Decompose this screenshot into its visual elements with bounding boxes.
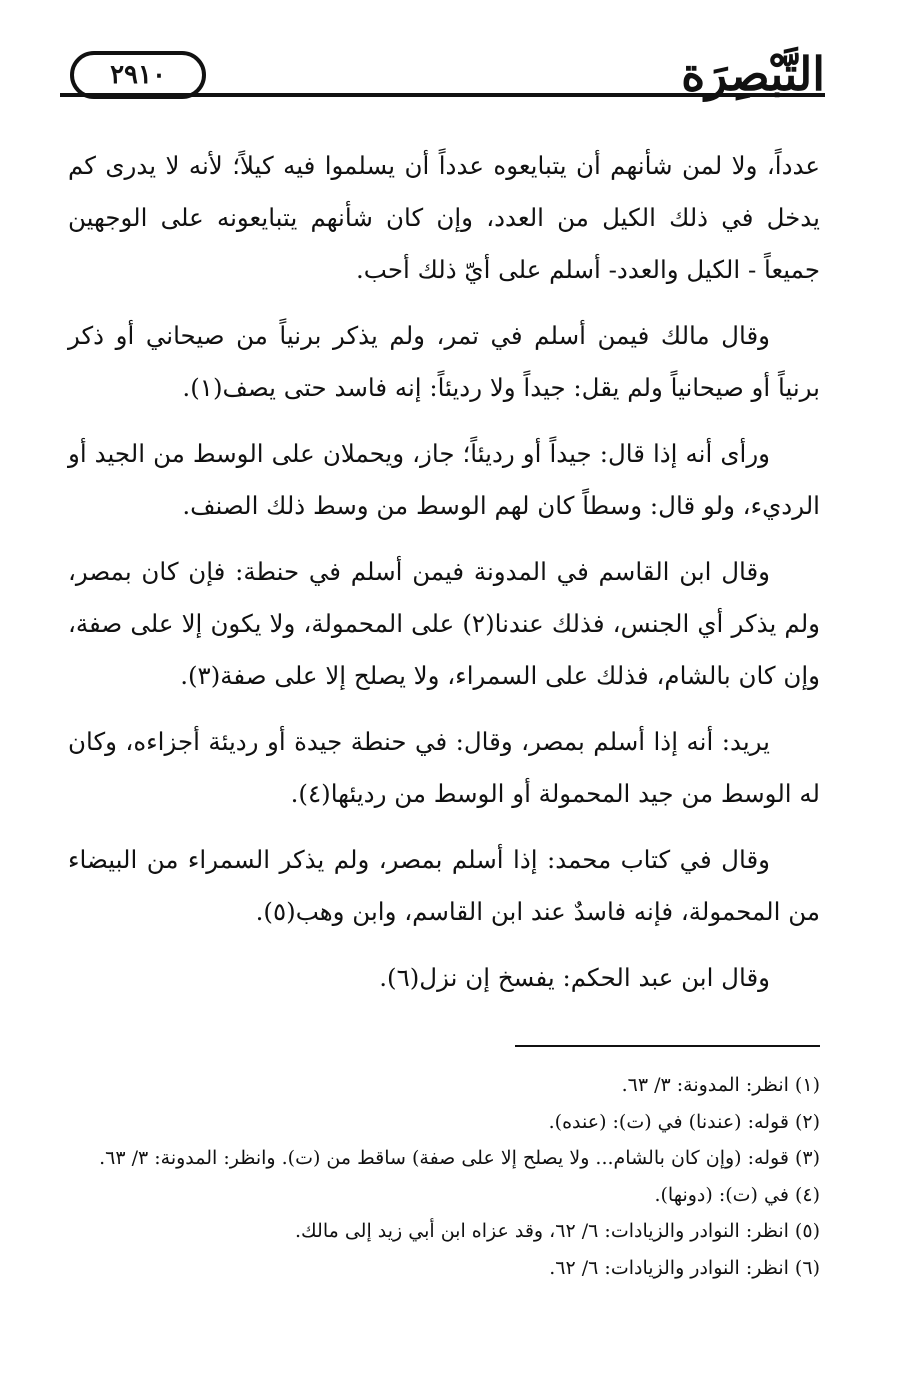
paragraph: عدداً، ولا لمن شأنهم أن يتبايعوه عدداً أن يسلموا فيه كيلاً؛ لأنه لا يدرى كم يدخل في ذلك الكيل من العدد، وإن كان شأنهم يتبايعونه على الوجهين جميعاً - الكيل والعدد- أسلم على أيّ ذلك أحب. [68, 151, 820, 284]
footnote: (٢) قوله: (عندنا) في (ت): (عنده). [548, 1110, 820, 1133]
footnote: (٥) انظر: النوادر والزيادات: ٦/ ٦٢، وقد عزاه ابن أبي زيد إلى مالك. [295, 1220, 820, 1242]
paragraph: ورأى أنه إذا قال: جيداً أو رديئاً؛ جاز، ويحملان على الوسط من الجيد أو الرديء، ولو قال: وسطاً كان لهم الوسط من وسط ذلك الصنف. [68, 439, 820, 520]
paragraph: وقال ابن عبد الحكم: يفسخ إن نزل(٦). [379, 963, 770, 992]
header-divider [60, 93, 825, 97]
footnote: (١) انظر: المدونة: ٣/ ٦٣. [621, 1074, 820, 1096]
page-number: ٢٩١٠ [70, 51, 206, 99]
footnote: (٦) انظر: النوادر والزيادات: ٦/ ٦٢. [549, 1256, 820, 1279]
footnote: (٣) قوله: (وإن كان بالشام... ولا يصلح إلا على صفة) ساقط من (ت). وانظر: المدونة: ٣/ ٦٣. [99, 1147, 820, 1169]
paragraph: وقال في كتاب محمد: إذا أسلم بمصر، ولم يذكر السمراء من البيضاء من المحمولة، فإنه فاسدٌ عند ابن القاسم، وابن وهب(٥). [68, 845, 820, 926]
paragraph: وقال مالك فيمن أسلم في تمر، ولم يذكر برنياً من صيحاني أو ذكر برنياً أو صيحانياً ولم يقل: جيداً ولا رديئاً: إنه فاسد حتى يصف(١). [68, 321, 820, 402]
header-bar [60, 45, 825, 115]
footnote-divider [515, 1045, 820, 1047]
book-title: التَّبْصِرَة [681, 47, 825, 101]
page-header [0, 0, 920, 110]
main-text-body [68, 140, 820, 1018]
paragraph: يريد: أنه إذا أسلم بمصر، وقال: في حنطة جيدة أو رديئة أجزاءه، وكان له الوسط من جيد المحمولة أو الوسط من رديئها(٤). [68, 727, 820, 808]
footnote: (٤) في (ت): (دونها). [654, 1183, 820, 1206]
paragraph: وقال ابن القاسم في المدونة فيمن أسلم في حنطة: فإن كان بمصر، ولم يذكر أي الجنس، فذلك عندنا(٢) على المحمولة، ولا يكون إلا على صفة، وإن كان بالشام، فذلك على السمراء، ولا يصلح إلا على صفة(٣). [68, 557, 821, 690]
footnotes [68, 1067, 820, 1286]
